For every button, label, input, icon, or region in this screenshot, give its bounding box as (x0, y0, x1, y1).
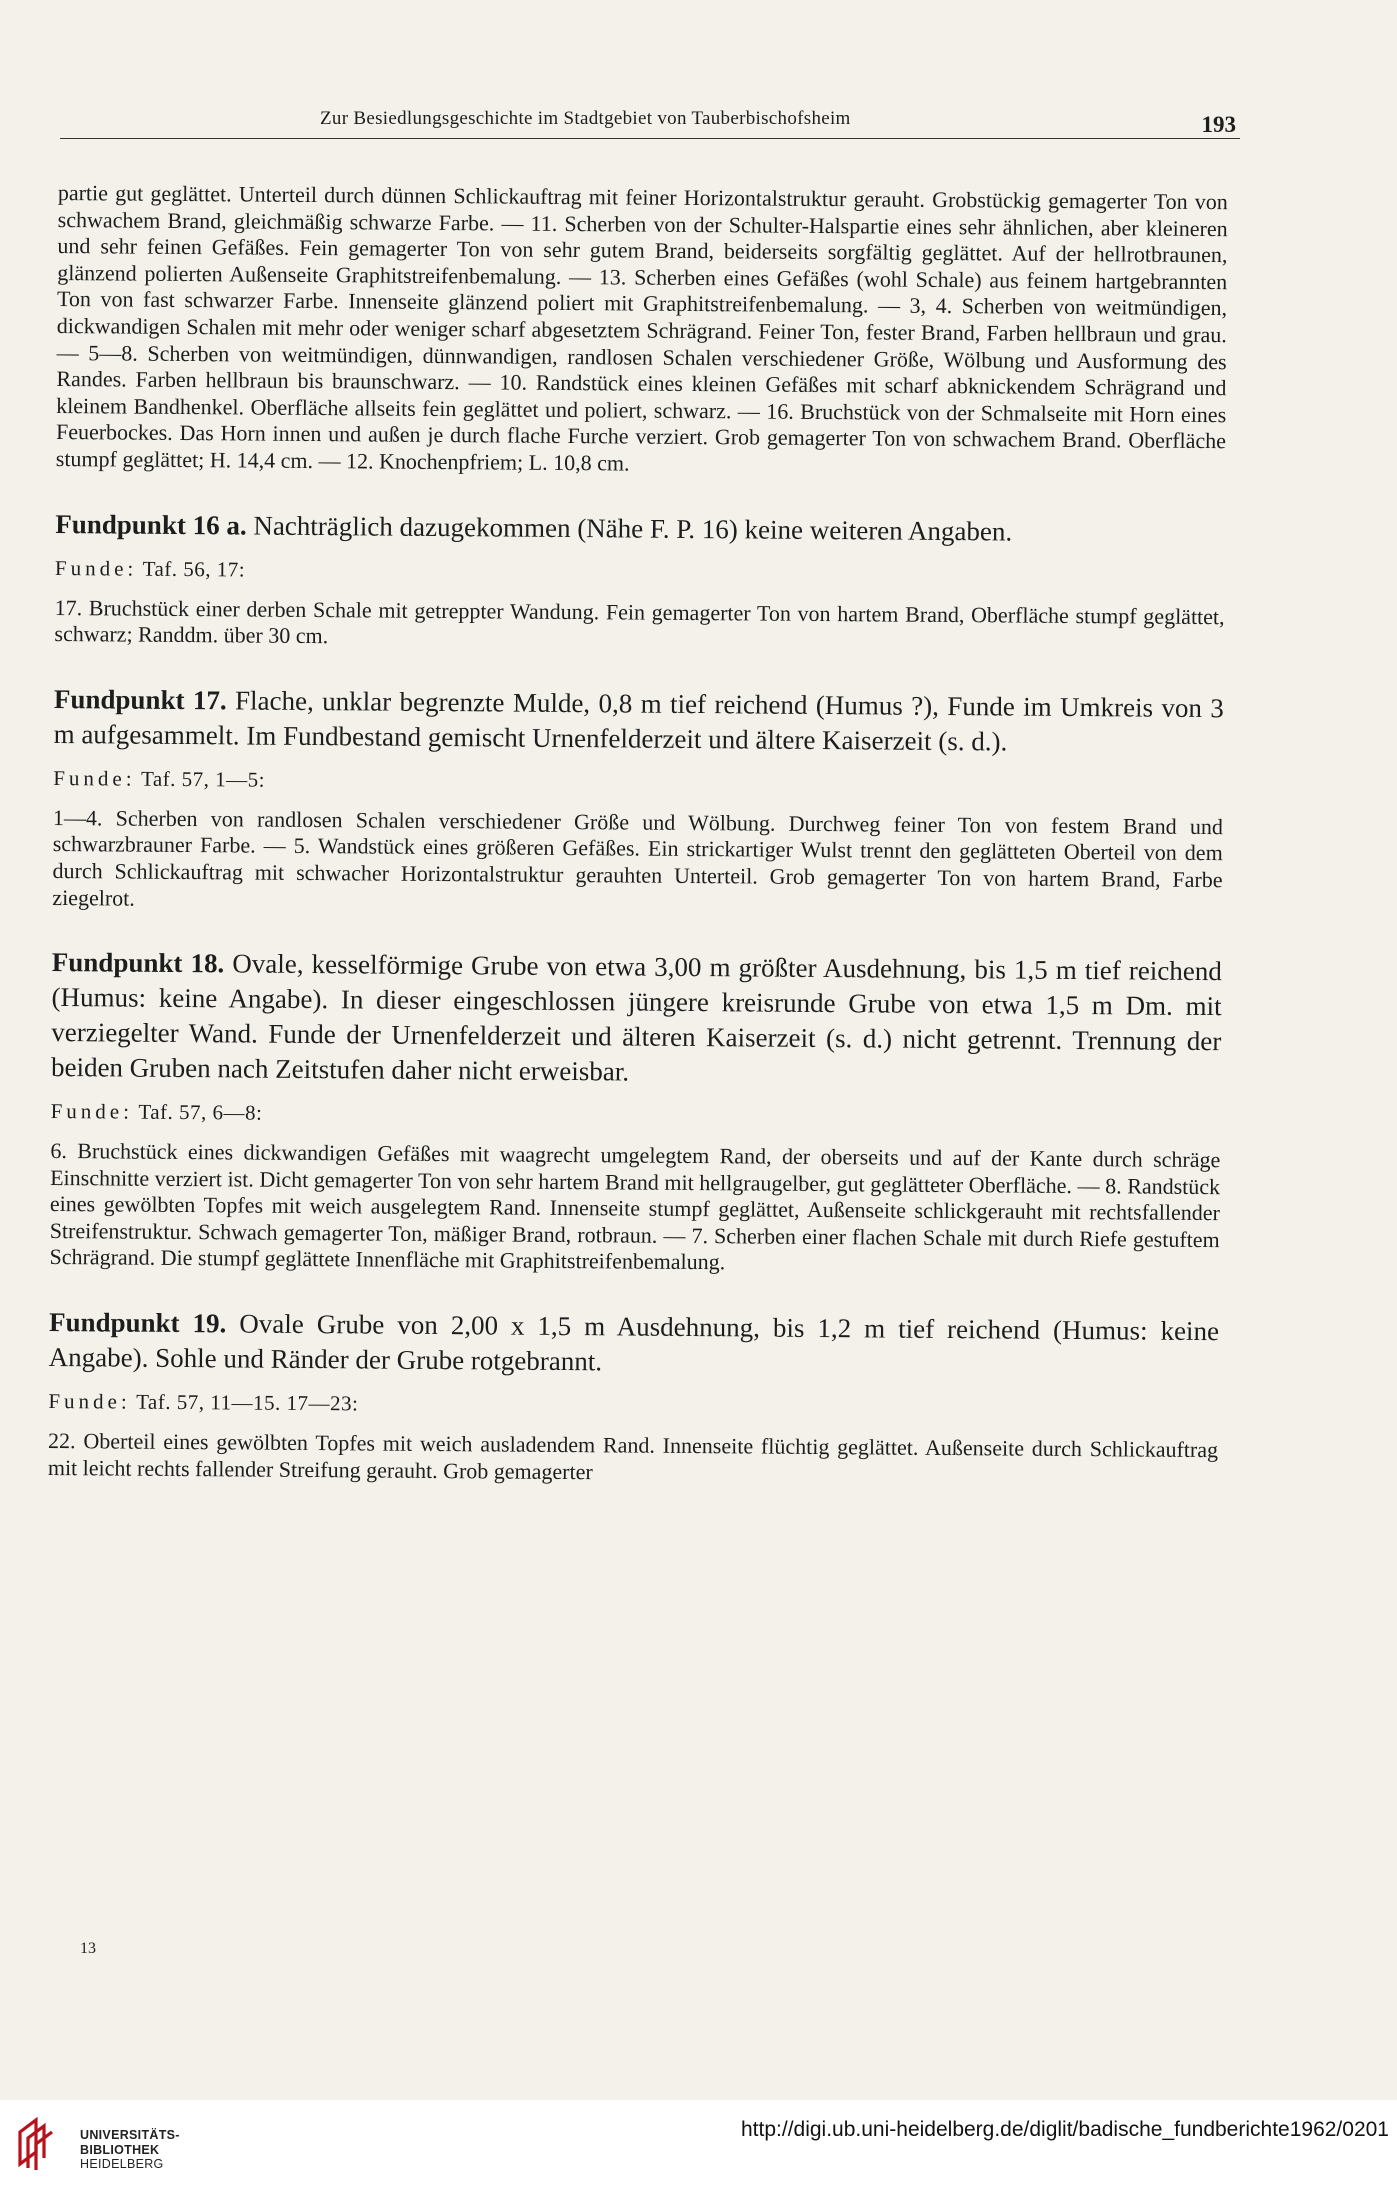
funde-label: Funde: (50, 1099, 134, 1124)
page-content (48, 180, 1228, 1490)
running-title: Zur Besiedlungsgeschichte im Stadtgebiet von Tauberbischofsheim (320, 108, 851, 129)
section-text: Ovale, kesselförmige Grube von etwa 3,00 m größter Ausdehnung, bis 1,5 m tief reichend (Humus: keine Angabe). In dieser eingeschlossen jüngere kreisrunde Grube von etwa 1,5 m Dm. mit verziegelter Wand. Funde der Urnenfelderzeit und älteren Kaiserzeit (s. d.) nicht getrennt. Trennung der beiden Gruben nach Zeitstufen daher nicht erweisbar. (50, 948, 1222, 1087)
section-title: Fundpunkt 16 a. (55, 508, 247, 541)
funde-label: Funde: (53, 765, 136, 791)
section-body: 6. Bruchstück eines dickwandigen Gefäßes mit waagrecht umgelegtem Rand, der oberseits und auf der Kante durch schräge Einschnitte verziert ist. Dicht gemagerter Ton von sehr hartem Brand mit hellgraugelber, gut geglätteter Oberfläche. — 8. Randstück eines gewölbten Topfes mit weich ausgelegtem Rand. Innenseite stumpf geglättet, Außenseite schlickgerauht mit rechtsfallender Streifenstruktur. Schwach gemagerter Ton, mäßiger Brand, rotbraun. — 7. Scherben einer flachen Schale mit durch Riefe gestuftem Schrägrand. Die stumpf geglättete Innenfläche mit Graphitstreifenbemalung. (49, 1138, 1221, 1275)
signature-mark: 13 (80, 1940, 96, 1957)
section-title: Fundpunkt 18. (51, 947, 225, 979)
funde-reference: Taf. 57, 11—15. 17—23: (136, 1389, 359, 1416)
funde-line (55, 556, 1225, 590)
section-text: Flache, unklar begrenzte Mulde, 0,8 m tief reichend (Humus ?), Funde im Umkreis von 3 m aufgesammelt. Im Fundbestand gemischt Urnenfelderzeit und ältere Kaiserzeit (s. d.). (53, 685, 1225, 757)
funde-reference: Taf. 57, 1—5: (140, 766, 266, 792)
library-name (80, 2128, 180, 2172)
library-name-line: UNIVERSITÄTS- (80, 2128, 180, 2142)
section-body: 22. Oberteil eines gewölbten Topfes mit weich ausladendem Rand. Innenseite flüchtig geglättet. Außenseite durch Schlickauftrag mit leicht rechts fallender Streifung gerauht. Grob gemagerter (47, 1428, 1219, 1484)
funde-label: Funde: (54, 555, 138, 581)
running-head (60, 108, 1240, 139)
funde-line (53, 766, 1223, 800)
library-name-line: HEIDELBERG (80, 2157, 164, 2171)
section-title: Fundpunkt 19. (48, 1307, 227, 1339)
section-text: Ovale Grube von 2,00 x 1,5 m Ausdehnung, bis 1,2 m tief reichend (Humus: keine Angabe). Sohle und Ränder der Grube rotgebrannt. (48, 1308, 1220, 1377)
page-number: 193 (1201, 112, 1236, 137)
section-text: Nachträglich dazugekommen (Nähe F. P. 16) keine weiteren Angaben. (253, 510, 1013, 547)
footer-bar (0, 2100, 1397, 2202)
funde-reference: Taf. 56, 17: (142, 556, 246, 582)
section-heading (54, 682, 1225, 761)
library-name-line: BIBLIOTHEK (80, 2142, 160, 2157)
section-heading (49, 1305, 1220, 1384)
section-heading (51, 945, 1222, 1094)
section-heading (55, 507, 1225, 551)
funde-line (51, 1099, 1221, 1133)
library-logo-icon[interactable] (14, 2114, 70, 2170)
funde-line (48, 1389, 1218, 1423)
section-title: Fundpunkt 17. (53, 683, 227, 716)
funde-reference: Taf. 57, 6—8: (138, 1099, 263, 1125)
funde-label: Funde: (48, 1389, 131, 1414)
section-body: 1—4. Scherben von randlosen Schalen verschiedener Größe und Wölbung. Durchweg feiner Ton von festem Brand und schwarzbrauner Farbe. — 5. Wandstück eines größeren Gefäßes. Ein strickartiger Wulst trennt den geglätteten Oberteil von dem durch Schlickauftrag mit schwacher Horizontalstruktur gerauhten Unterteil. Grob gemagerter Ton von hartem Brand, Farbe ziegelrot. (52, 804, 1224, 911)
permalink-url[interactable]: http://digi.ub.uni-heidelberg.de/diglit/badische_fundberichte1962/0201 (741, 2118, 1389, 2141)
intro-paragraph: partie gut geglättet. Unterteil durch dünnen Schlickauftrag mit feiner Horizontalstruktur gerauht. Grobstückig gemagerter Ton von schwachem Brand, gleichmäßig schwarze Farbe. — 11. Scherben von der Schulter-Halspartie eines sehr ähnlichen, aber kleineren und sehr feinen Gefäßes. Fein gemagerter Ton von sehr gutem Brand, beiderseits sorgfältig geglättet. Auf der hellrotbraunen, glänzend polierten Außenseite Graphitstreifenbemalung. — 13. Scherben eines Gefäßes (wohl Schale) aus feinem hartgebrannten Ton von fast schwarzer Farbe. Innenseite glänzend poliert mit Graphitstreifenbemalung. — 3, 4. Scherben von weitmündigen, dickwandigen Schalen mit mehr oder weniger scharf abgesetztem Schrägrand. Feiner Ton, fester Brand, Farben hellbraun und grau. — 5—8. Scherben von weitmündigen, dünnwandigen, randlosen Schalen verschiedener Größe, Wölbung und Ausformung des Randes. Farben hellbraun bis braunschwarz. — 10. Randstück eines kleinen Gefäßes mit scharf abknickendem Schrägrand und kleinem Bandhenkel. Oberfläche allseits fein geglättet und poliert, schwarz. — 16. Bruchstück von der Schmalseite mit Horn eines Feuerbockes. Das Horn innen und außen je durch flache Furche verziert. Grob gemagerter Ton von schwachem Brand. Oberfläche stumpf geglättet; H. 14,4 cm. — 12. Knochenpfriem; L. 10,8 cm. (55, 180, 1228, 476)
section-body: 17. Bruchstück einer derben Schale mit getreppter Wandung. Fein gemagerter Ton von hartem Brand, Oberfläche stumpf geglättet, schwarz; Randdm. über 30 cm. (54, 594, 1225, 649)
